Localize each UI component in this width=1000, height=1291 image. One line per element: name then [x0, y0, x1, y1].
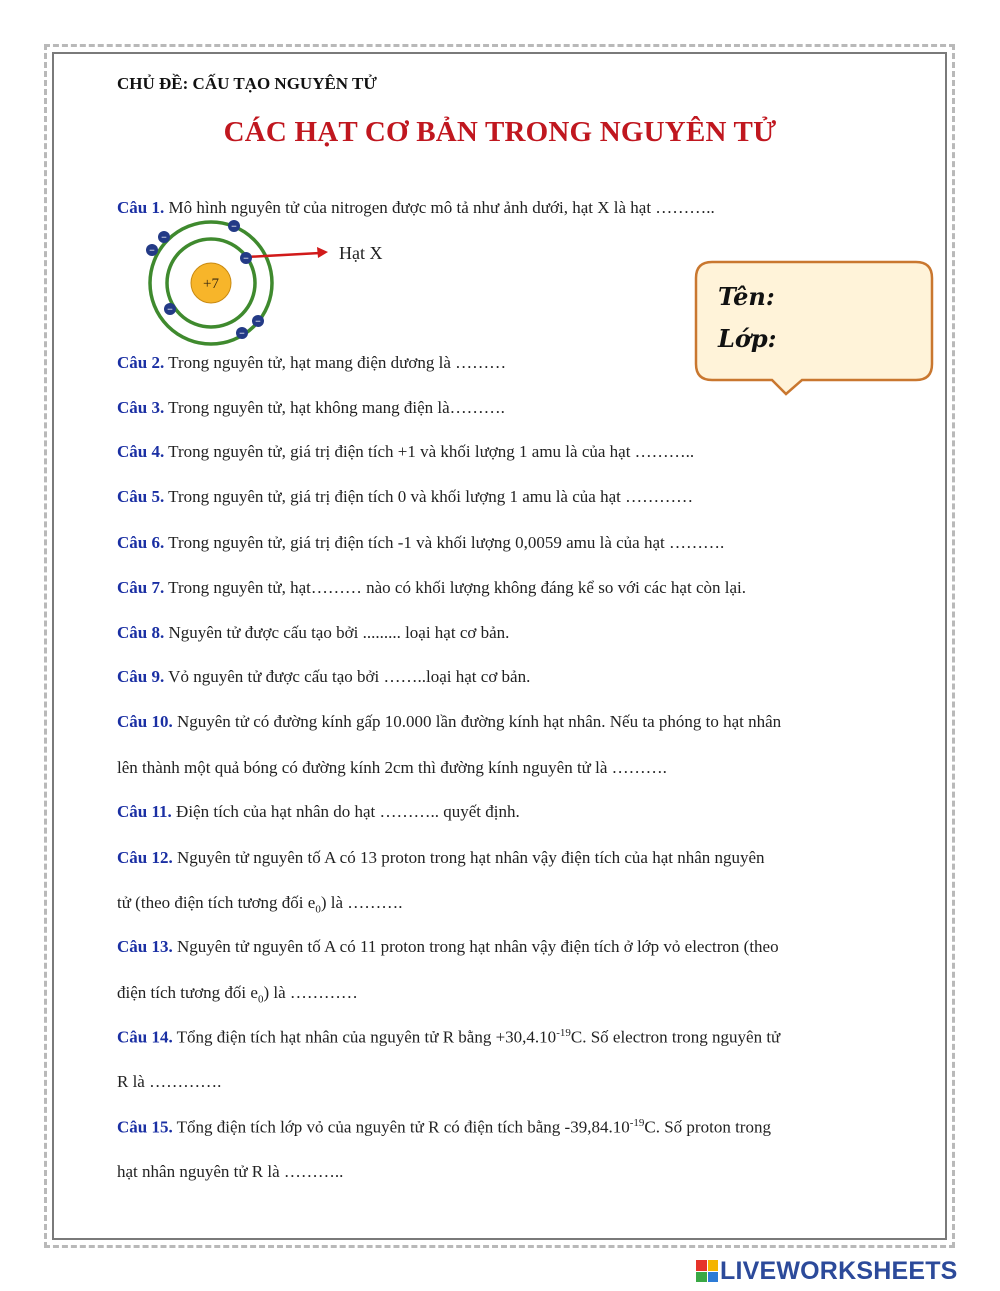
question-15-continued: hạt nhân nguyên tử R là ………..: [117, 1162, 344, 1181]
svg-text:−: −: [239, 328, 245, 340]
question-text: Trong nguyên tử, hạt……… nào có khối lượng không đáng kể so với các hạt còn lại.: [164, 578, 746, 597]
question-12: [117, 848, 765, 868]
question-label: Câu 1.: [117, 198, 165, 217]
question-text: Trong nguyên tử, giá trị điện tích -1 và khối lượng 0,0059 amu là của hạt ……….: [164, 533, 725, 552]
question-text: Nguyên tử được cấu tạo bởi ......... loại hạt cơ bản.: [164, 623, 510, 642]
svg-text:−: −: [161, 232, 167, 244]
nitrogen-atom-diagram: [138, 220, 338, 350]
logo-text: LIVEWORKSHEETS: [720, 1256, 958, 1285]
question-text: Nguyên tử nguyên tố A có 13 proton trong hạt nhân vậy điện tích của hạt nhân nguyên: [172, 848, 765, 867]
nucleus-charge: +7: [203, 276, 219, 292]
svg-text:−: −: [149, 245, 155, 257]
question-6: [117, 533, 724, 553]
question-label: Câu 2.: [117, 353, 165, 372]
question-text: Nguyên tử nguyên tố A có 11 proton trong hạt nhân vậy điện tích ở lớp vỏ electron (theo: [172, 937, 779, 956]
svg-text:−: −: [243, 253, 249, 265]
particle-x-label: Hạt X: [339, 243, 383, 263]
question-4: [117, 442, 694, 462]
question-15: Câu 15. Tổng điện tích lớp vỏ của nguyên tử R có điện tích bằng $-39,84.10^{-19}C$. Số proton trong: [117, 1117, 771, 1137]
question-text: Trong nguyên tử, giá trị điện tích 0 và khối lượng 1 amu là của hạt …………: [164, 487, 694, 506]
svg-text:−: −: [231, 221, 237, 233]
question-text: Trong nguyên tử, giá trị điện tích +1 và khối lượng 1 amu là của hạt ………..: [164, 442, 695, 461]
question-14-continued: R là ………….: [117, 1072, 222, 1091]
question-label: Câu 9.: [117, 667, 165, 686]
liveworksheets-logo[interactable]: [696, 1256, 958, 1286]
question-label: Câu 3.: [117, 398, 165, 417]
question-text: Mô hình nguyên tử của nitrogen được mô tả như ảnh dưới, hạt X là hạt ………..: [164, 198, 715, 217]
question-13-continued: điện tích tương đối $e_0$) là …………: [117, 983, 358, 1006]
page-title: CÁC HẠT CƠ BẢN TRONG NGUYÊN TỬ: [223, 116, 777, 148]
question-1: [117, 198, 715, 218]
question-5: [117, 487, 693, 507]
question-9: [117, 667, 530, 687]
question-label: Câu 8.: [117, 623, 165, 642]
electron: [228, 220, 240, 233]
question-text: Điện tích của hạt nhân do hạt ……….. quyết định.: [171, 802, 520, 821]
question-10-continued: lên thành một quả bóng có đường kính 2cm thì đường kính nguyên tử là ……….: [117, 758, 667, 777]
question-label: Câu 5.: [117, 487, 165, 506]
question-text: Nguyên tử có đường kính gấp 10.000 lần đường kính hạt nhân. Nếu ta phóng to hạt nhân: [172, 712, 782, 731]
question-7: [117, 578, 746, 598]
question-12-continued: tử (theo điện tích tương đối $e_0$) là ……….: [117, 893, 403, 916]
question-label: Câu 14.: [117, 1027, 173, 1047]
svg-text:−: −: [167, 304, 173, 316]
question-8: [117, 623, 509, 643]
pointer-arrow-head: [317, 247, 328, 258]
pointer-arrow-line: [246, 253, 320, 257]
question-label: Câu 6.: [117, 533, 165, 552]
question-label: Câu 10.: [117, 712, 173, 731]
logo-mark-icon: [696, 1260, 718, 1282]
question-3: [117, 398, 505, 418]
question-10: [117, 712, 781, 732]
name-label: Tên:: [718, 282, 775, 311]
question-13: [117, 937, 779, 957]
electron: [164, 303, 176, 316]
question-text: Trong nguyên tử, hạt không mang điện là……….: [164, 398, 505, 417]
question-11: [117, 802, 520, 822]
question-14: Câu 14. Tổng điện tích hạt nhân của nguyên tử R bằng $+30,4.10^{-19}C$. Số electron trong nguyên tử: [117, 1027, 781, 1047]
question-text: Vỏ nguyên tử được cấu tạo bởi ……..loại hạt cơ bản.: [164, 667, 531, 686]
class-label: Lớp:: [718, 324, 777, 353]
question-text: Trong nguyên tử, hạt mang điện dương là ………: [164, 353, 507, 372]
topic-heading: CHỦ ĐỀ: CẤU TẠO NGUYÊN TỬ: [117, 74, 377, 93]
question-label: Câu 15.: [117, 1117, 173, 1137]
question-label: Câu 13.: [117, 937, 173, 956]
question-label: Câu 4.: [117, 442, 165, 461]
question-label: Câu 12.: [117, 848, 173, 867]
question-label: Câu 7.: [117, 578, 165, 597]
svg-text:−: −: [255, 316, 261, 328]
question-2: [117, 353, 506, 373]
question-label: Câu 11.: [117, 802, 172, 821]
